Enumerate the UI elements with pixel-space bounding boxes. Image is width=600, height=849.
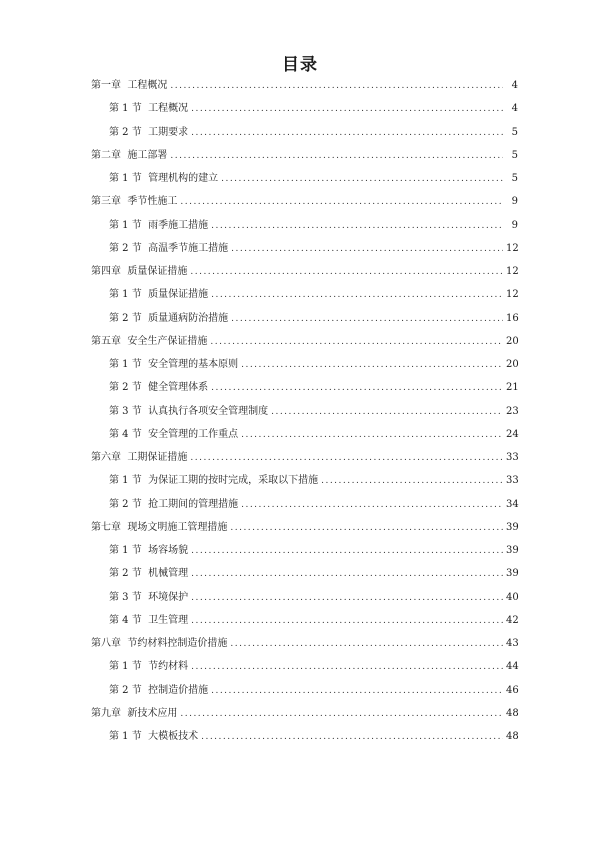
toc-page-number: 48 (506, 731, 519, 742)
toc-entry-number: 第五章 (91, 335, 121, 347)
toc-page-number: 39 (506, 545, 519, 556)
toc-entry-title: 场容场貌 (148, 545, 189, 556)
toc-page-number: 12 (506, 242, 519, 254)
toc-page-number: 12 (506, 266, 519, 277)
toc-section-entry[interactable] (109, 498, 518, 512)
toc-entry-number: 第 2 节 (109, 126, 142, 138)
toc-section-entry[interactable] (109, 312, 518, 326)
toc-entry-number: 第 1 节 (109, 103, 142, 115)
toc-entry-number: 第 1 节 (109, 219, 142, 231)
toc-entry-title: 质量通病防治措施 (148, 312, 229, 324)
toc-entry-title: 工程概况 (148, 103, 189, 115)
toc-entry-title: 现场文明施工管理措施 (127, 521, 228, 533)
toc-entry-number: 第 2 节 (109, 498, 142, 510)
toc-entry-number: 第六章 (91, 452, 121, 463)
toc-page-number: 5 (511, 149, 518, 161)
toc-entry-title: 节约材料控制造价措施 (127, 638, 228, 649)
toc-entry-number: 第九章 (91, 707, 121, 719)
toc-page-number: 12 (506, 289, 519, 301)
toc-entry-title: 工程概况 (127, 80, 168, 91)
toc-dot-leader (190, 451, 503, 465)
toc-entry-number: 第 1 节 (109, 359, 142, 370)
toc-chapter-entry[interactable] (91, 195, 518, 209)
toc-section-entry[interactable] (109, 381, 518, 395)
toc-page-number: 9 (511, 219, 518, 231)
toc-dot-leader (191, 544, 503, 558)
toc-entry-number: 第七章 (91, 521, 121, 533)
toc-entry-number: 第 2 节 (109, 684, 142, 696)
toc-dot-leader (241, 428, 503, 442)
toc-dot-leader (191, 614, 503, 628)
toc-page-number: 43 (506, 638, 519, 649)
toc-dot-leader (231, 242, 503, 256)
toc-entry-title: 抢工期间的管理措施 (148, 498, 239, 510)
toc-entry-title: 安全管理的基本原则 (148, 359, 239, 370)
toc-page-number: 4 (511, 80, 518, 91)
toc-dot-leader (230, 637, 503, 651)
toc-dot-leader (211, 381, 503, 395)
toc-entry-number: 第 1 节 (109, 545, 142, 556)
toc-chapter-entry[interactable] (91, 149, 518, 163)
toc-entry-title: 环境保护 (148, 591, 189, 603)
toc-section-entry[interactable] (109, 428, 518, 442)
toc-section-entry[interactable] (109, 684, 518, 698)
toc-page-number: 33 (506, 475, 519, 487)
toc-entry-number: 第二章 (91, 149, 121, 161)
toc-section-entry[interactable] (109, 172, 518, 186)
toc-entry-title: 工期要求 (148, 126, 189, 138)
toc-page-number: 5 (511, 173, 518, 184)
toc-section-entry[interactable] (109, 567, 518, 581)
toc-page-number: 20 (506, 335, 519, 347)
toc-entry-title: 机械管理 (148, 568, 189, 580)
toc-page-number: 40 (506, 591, 519, 603)
toc-dot-leader (210, 335, 503, 349)
toc-page-number: 39 (506, 568, 519, 580)
toc-dot-leader (170, 79, 503, 93)
toc-section-entry[interactable] (109, 591, 518, 605)
toc-entry-title: 工期保证措施 (127, 452, 188, 463)
toc-entry-title: 安全生产保证措施 (127, 335, 208, 347)
toc-page-number: 16 (506, 312, 519, 324)
toc-entry-title: 质量保证措施 (148, 289, 209, 301)
toc-chapter-entry[interactable] (91, 521, 518, 535)
toc-dot-leader (211, 219, 503, 233)
toc-page-number: 34 (506, 498, 519, 510)
toc-entry-number: 第 1 节 (109, 731, 142, 742)
toc-entry-number: 第 4 节 (109, 428, 142, 440)
toc-page-number: 33 (506, 452, 519, 463)
toc-page-number: 42 (506, 614, 519, 626)
toc-dot-leader (230, 521, 503, 535)
toc-section-entry[interactable] (109, 219, 518, 233)
toc-dot-leader (180, 195, 503, 209)
toc-page-number: 48 (506, 707, 519, 719)
toc-section-entry[interactable] (109, 358, 518, 372)
toc-entry-title: 高温季节施工措施 (148, 242, 229, 254)
toc-dot-leader (201, 730, 503, 744)
toc-entry-number: 第 3 节 (109, 405, 142, 417)
toc-page-number: 21 (506, 382, 519, 394)
toc-dot-leader (191, 102, 503, 116)
toc-page-number: 44 (506, 661, 519, 673)
toc-entry-number: 第 2 节 (109, 312, 142, 324)
toc-entry-number: 第 2 节 (109, 382, 142, 394)
toc-section-entry[interactable] (109, 730, 518, 744)
toc-dot-leader (321, 474, 503, 488)
toc-entry-number: 第四章 (91, 266, 121, 277)
toc-entry-number: 第 1 节 (109, 475, 142, 487)
toc-section-entry[interactable] (109, 102, 518, 116)
toc-entry-number: 第八章 (91, 638, 121, 649)
toc-dot-leader (231, 312, 503, 326)
page-title: 目录 (282, 55, 318, 75)
toc-dot-leader (190, 265, 503, 279)
toc-entry-title: 雨季施工措施 (148, 219, 209, 231)
toc-dot-leader (191, 660, 503, 674)
toc-section-entry[interactable] (109, 614, 518, 628)
toc-dot-leader (191, 126, 503, 140)
toc-entry-number: 第 2 节 (109, 568, 142, 580)
toc-entry-title: 控制造价措施 (148, 684, 209, 696)
toc-page-number: 5 (511, 126, 518, 138)
toc-page-number: 24 (506, 428, 519, 440)
toc-entry-number: 第三章 (91, 196, 121, 208)
toc-entry-title: 质量保证措施 (127, 266, 188, 277)
toc-entry-title: 节约材料 (148, 661, 189, 673)
toc-entry-title: 季节性施工 (127, 196, 178, 208)
toc-entry-title: 认真执行各项安全管理制度 (148, 405, 269, 417)
toc-dot-leader (191, 591, 503, 605)
toc-entry-number: 第一章 (91, 80, 121, 91)
toc-section-entry[interactable] (109, 660, 518, 674)
toc-page-number: 9 (511, 196, 518, 208)
toc-section-entry[interactable] (109, 405, 518, 419)
toc-entry-title: 卫生管理 (148, 614, 189, 626)
toc-entry-number: 第 1 节 (109, 661, 142, 673)
toc-entry-number: 第 3 节 (109, 591, 142, 603)
toc-entry-title: 安全管理的工作重点 (148, 428, 239, 440)
toc-section-entry[interactable] (109, 242, 518, 256)
toc-dot-leader (221, 172, 503, 186)
toc-dot-leader (170, 149, 503, 163)
toc-section-entry[interactable] (109, 544, 518, 558)
toc-chapter-entry[interactable] (91, 707, 518, 721)
toc-page-number: 46 (506, 684, 519, 696)
toc-dot-leader (241, 498, 503, 512)
toc-entry-number: 第 4 节 (109, 614, 142, 626)
toc-chapter-entry[interactable] (91, 451, 518, 465)
toc-entry-title: 为保证工期的按时完成，采取以下措施 (148, 475, 319, 487)
toc-page-number: 39 (506, 521, 519, 533)
toc-entry-number: 第 2 节 (109, 242, 142, 254)
toc-section-entry[interactable] (109, 474, 518, 488)
toc-dot-leader (211, 288, 503, 302)
toc-entry-title: 大模板技术 (148, 731, 199, 742)
toc-chapter-entry[interactable] (91, 335, 518, 349)
toc-entry-title: 新技术应用 (127, 707, 178, 719)
toc-entry-title: 施工部署 (127, 149, 168, 161)
toc-dot-leader (271, 405, 503, 419)
toc-chapter-entry[interactable] (91, 265, 518, 279)
toc-section-entry[interactable] (109, 126, 518, 140)
toc-dot-leader (211, 684, 503, 698)
toc-chapter-entry[interactable] (91, 637, 518, 651)
toc-entry-title: 管理机构的建立 (148, 173, 219, 184)
toc-dot-leader (191, 567, 503, 581)
toc-dot-leader (180, 707, 503, 721)
toc-entry-title: 健全管理体系 (148, 382, 209, 394)
toc-entry-number: 第 1 节 (109, 289, 142, 301)
toc-chapter-entry[interactable] (91, 79, 518, 93)
toc-entry-number: 第 1 节 (109, 173, 142, 184)
toc-page-number: 20 (506, 359, 519, 370)
toc-page-number: 23 (506, 405, 519, 417)
toc-dot-leader (241, 358, 503, 372)
toc-section-entry[interactable] (109, 288, 518, 302)
toc-page-number: 4 (511, 103, 518, 115)
